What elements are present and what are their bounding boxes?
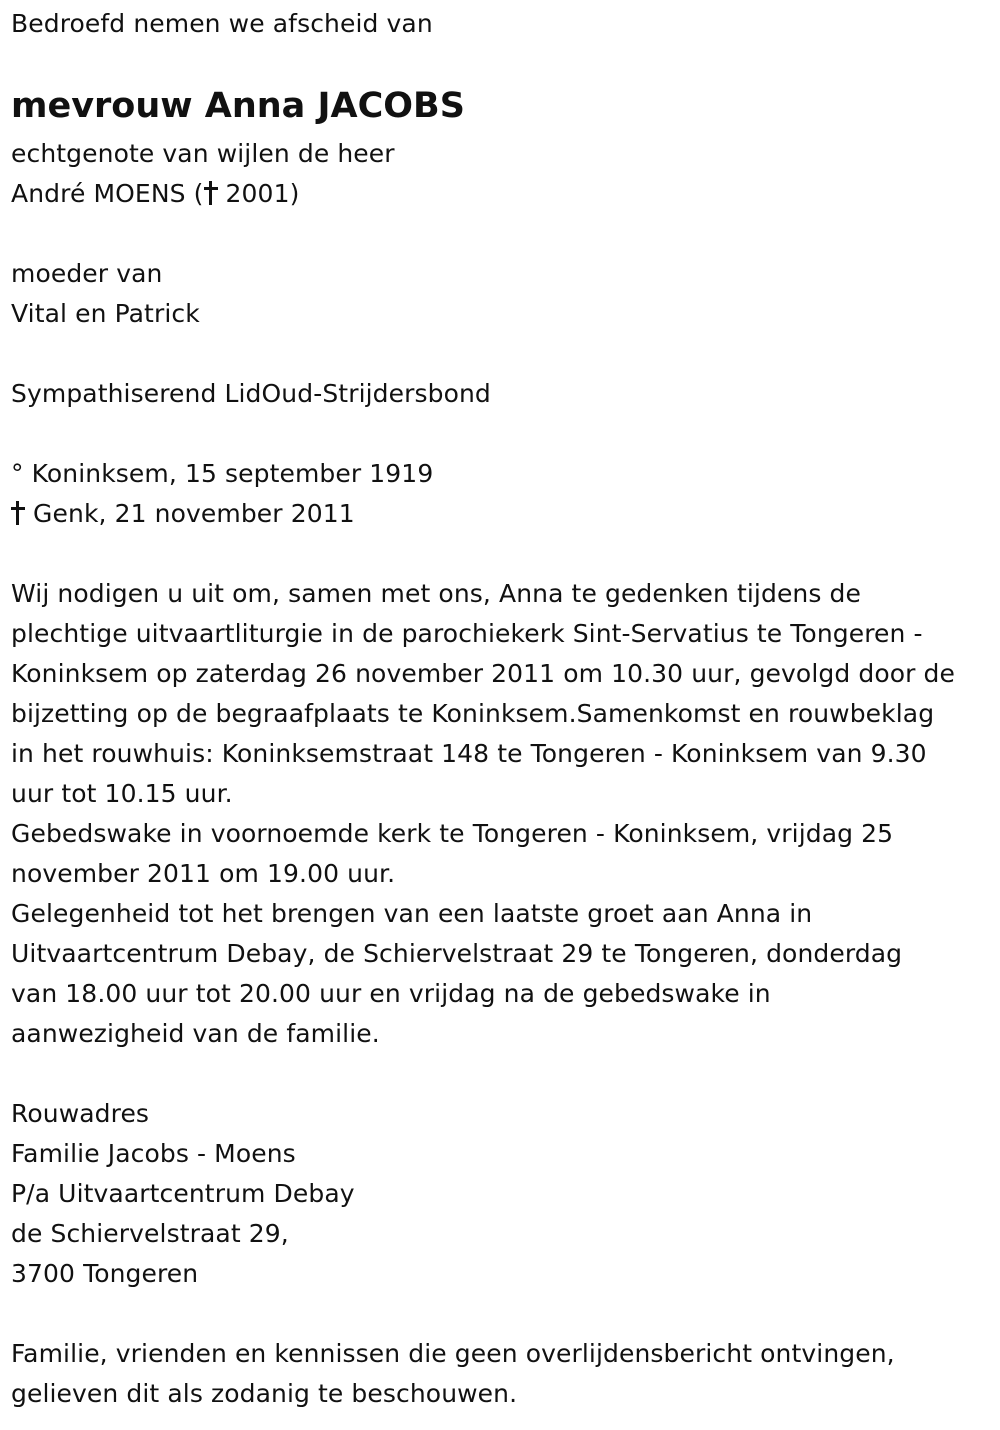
birth-line: ° Koninksem, 15 september 1919 xyxy=(11,459,434,488)
address-line: P/a Uitvaartcentrum Debay xyxy=(11,1179,355,1208)
cross-icon xyxy=(204,181,218,205)
address-line: Familie Jacobs - Moens xyxy=(11,1139,296,1168)
spacer xyxy=(11,214,996,254)
address-heading: Rouwadres xyxy=(11,1099,150,1128)
spouse-line-1: echtgenote van wijlen de heer xyxy=(11,139,395,168)
spacer xyxy=(11,1294,996,1334)
ceremony-line: in het rouwhuis: Koninksemstraat 148 te Tongeren - Koninksem van 9.30 xyxy=(11,739,927,768)
children-line-1: moeder van xyxy=(11,259,163,288)
cross-icon xyxy=(11,501,25,525)
spouse-name: André MOENS ( xyxy=(11,179,204,208)
closing-line: Familie, vrienden en kennissen die geen overlijdensbericht ontvingen, xyxy=(11,1339,895,1368)
ceremony-line: november 2011 om 19.00 uur. xyxy=(11,859,396,888)
address-line: 3700 Tongeren xyxy=(11,1259,199,1288)
spacer xyxy=(11,534,996,574)
obituary-notice xyxy=(11,4,996,1414)
spouse-death-year: 2001) xyxy=(217,179,300,208)
spouse-line-2 xyxy=(11,174,996,214)
ceremony-line: Uitvaartcentrum Debay, de Schiervelstraat 29 te Tongeren, donderdag xyxy=(11,939,903,968)
ceremony-paragraph xyxy=(11,574,996,1054)
ceremony-line: Gebedswake in voornoemde kerk te Tongeren - Koninksem, vrijdag 25 xyxy=(11,819,894,848)
ceremony-line: uur tot 10.15 uur. xyxy=(11,779,233,808)
spacer xyxy=(11,334,996,374)
death-line xyxy=(11,494,996,534)
intro-text: Bedroefd nemen we afscheid van xyxy=(11,9,433,38)
children-line-2: Vital en Patrick xyxy=(11,299,200,328)
ceremony-line: Koninksem op zaterdag 26 november 2011 om 10.30 uur, gevolgd door de xyxy=(11,659,955,688)
ceremony-line: aanwezigheid van de familie. xyxy=(11,1019,380,1048)
deceased-name: mevrouw Anna JACOBS xyxy=(11,86,465,126)
closing-line: gelieven dit als zodanig te beschouwen. xyxy=(11,1379,518,1408)
ceremony-line: Gelegenheid tot het brengen van een laatste groet aan Anna in xyxy=(11,899,813,928)
address-line: de Schiervelstraat 29, xyxy=(11,1219,289,1248)
death-place-date: Genk, 21 november 2011 xyxy=(25,499,355,528)
ceremony-line: bijzetting op de begraafplaats te Koninksem.Samenkomst en rouwbeklag xyxy=(11,699,935,728)
spacer xyxy=(11,414,996,454)
spacer xyxy=(11,44,996,84)
spacer xyxy=(11,1054,996,1094)
membership-text: Sympathiserend LidOud-Strijdersbond xyxy=(11,379,491,408)
ceremony-line: plechtige uitvaartliturgie in de parochiekerk Sint-Servatius te Tongeren - xyxy=(11,619,923,648)
ceremony-line: van 18.00 uur tot 20.00 uur en vrijdag na de gebedswake in xyxy=(11,979,771,1008)
ceremony-line: Wij nodigen u uit om, samen met ons, Anna te gedenken tijdens de xyxy=(11,579,861,608)
mourning-address xyxy=(11,1094,996,1294)
closing-note xyxy=(11,1334,996,1414)
